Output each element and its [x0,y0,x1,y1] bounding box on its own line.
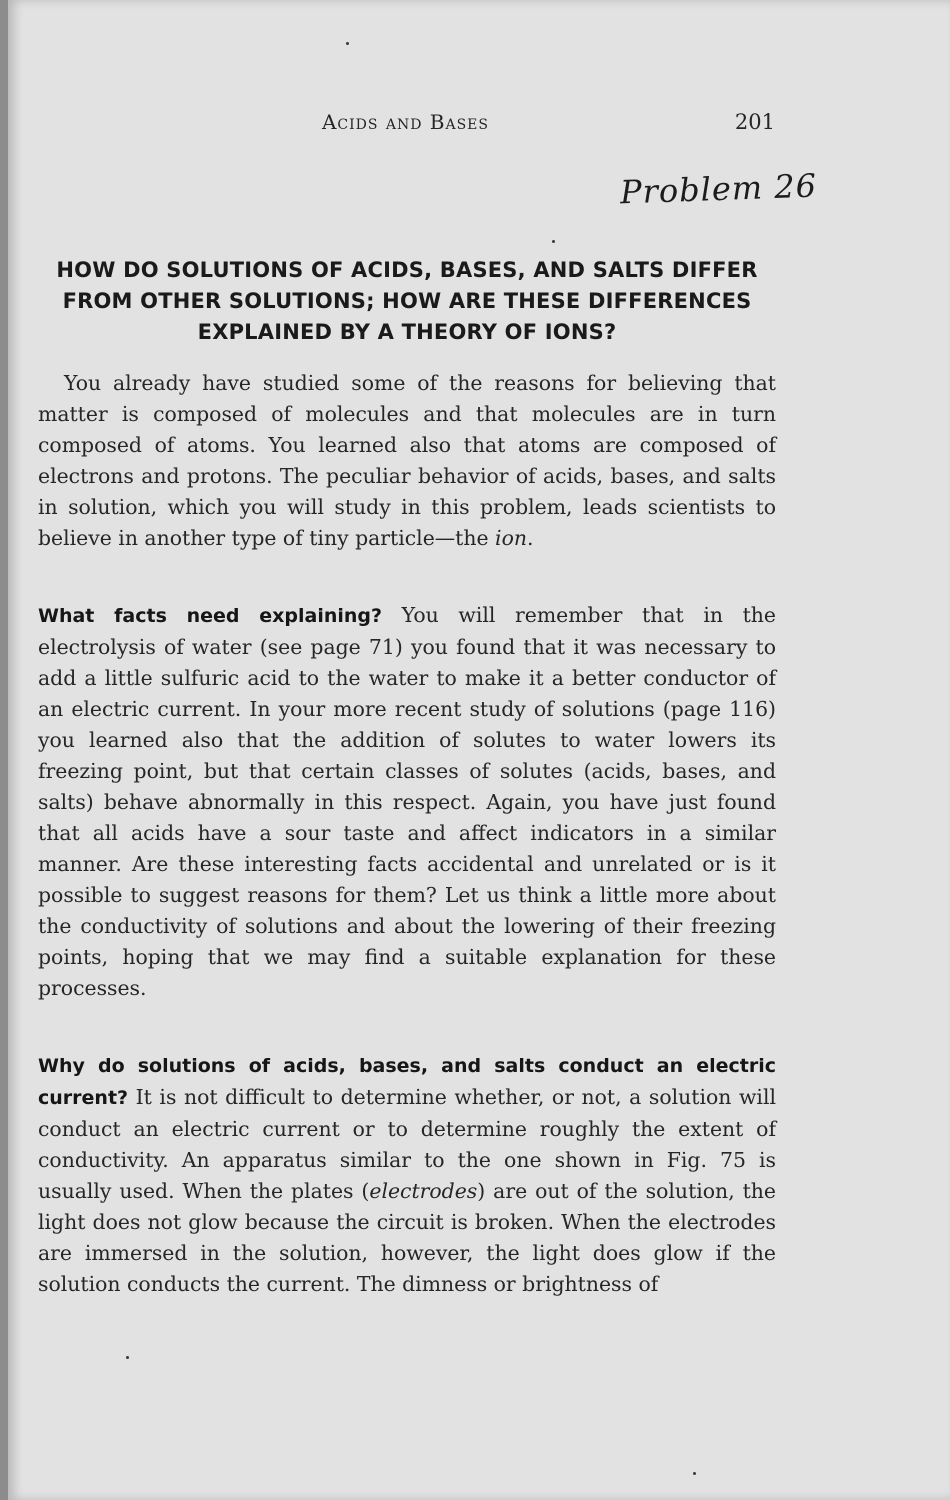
conduct-text-b: ) are out of the solution, the light does not glow because the circuit is broken. When the electrodes are immersed in the solution, however, the light does glow if the solution conducts the current. The dimness or brightness of [38,1179,776,1296]
problem-headline: HOW DO SOLUTIONS OF ACIDS, BASES, AND SALTS DIFFER FROM OTHER SOLUTIONS; HOW ARE THESE DIFFERENCES EXPLAINED BY A THEORY OF IONS? [56,258,758,344]
intro-end: . [526,526,534,550]
paper-speck [346,42,349,45]
running-title: Acids and Bases [321,110,489,134]
facts-heading: What facts need explaining? [38,605,383,627]
problem-label-handwritten: Problem 26 [619,166,818,212]
intro-text: You already have studied some of the reasons for believing that matter is composed of molecules and that molecules are in turn composed of atoms. You learned also that atoms are composed of electrons and protons. The peculiar behavior of acids, bases, and salts in solution, which you will study in this problem, leads scientists to believe in another type of tiny particle—the [38,371,776,550]
running-head [38,110,773,140]
paper-speck [126,1356,129,1359]
paper-speck [693,1472,696,1475]
conduct-paragraph [38,1050,776,1300]
page-number: 201 [734,110,775,134]
facts-text: You will remember that in the electrolysis of water (see page 71) you found that it was necessary to add a little sulfuric acid to the water to make it a better conductor of an electric current. In your more recent study of solutions (page 116) you learned also that the addition of solutes to water lowers its freezing point, but that certain classes of solutes (acids, bases, and salts) behave abnormally in this respect. Again, you have just found that all acids have a sour taste and affect indicators in a similar manner. Are these interesting facts accidental and unrelated or is it possible to suggest reasons for them? Let us think a little more about the conductivity of solutions and about the lowering of their freezing points, hoping that we may find a suitable explanation for these processes. [38,603,776,1000]
facts-paragraph [38,600,776,1004]
conduct-text-a: It is not difficult to determine whether, or not, a solution will conduct an electric current or to determine roughly the extent of conductivity. An apparatus similar to the one shown in Fig. 75 is usually used. When the plates ( [38,1085,776,1203]
book-page [8,0,950,1500]
intro-paragraph [38,368,776,554]
paper-speck [552,240,555,243]
intro-italic-term: ion [495,526,527,550]
conduct-italic-term: electrodes [369,1179,478,1203]
conduct-heading: Why do solutions of acids, bases, and salts conduct an electric current? [38,1055,776,1109]
